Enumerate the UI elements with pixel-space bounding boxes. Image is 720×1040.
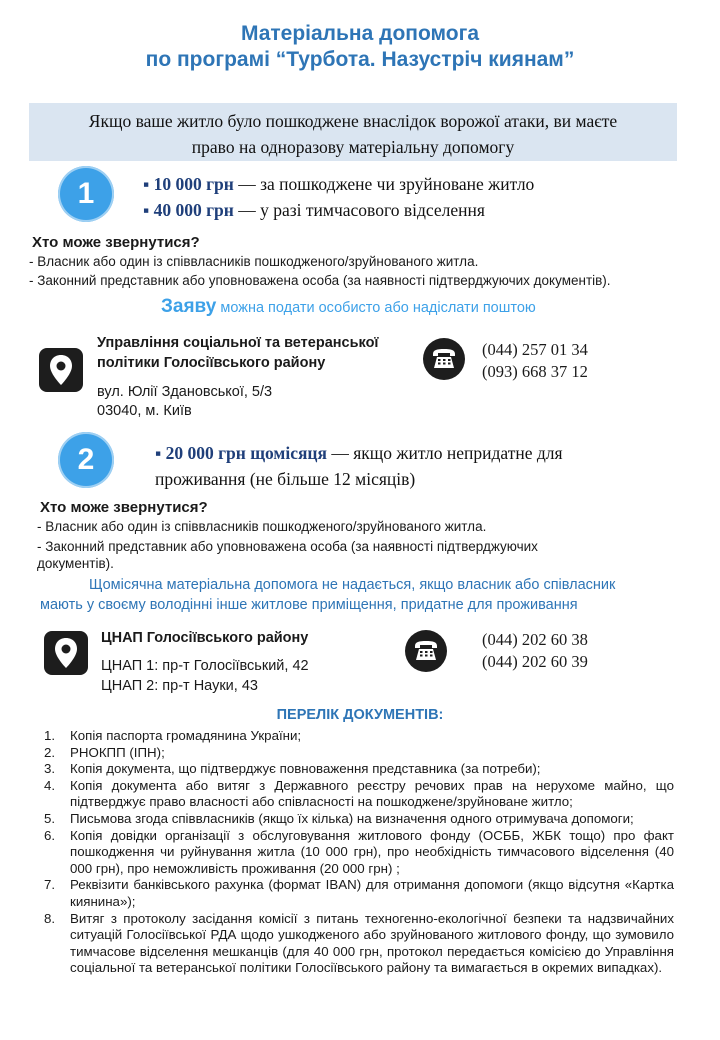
exclusion-note-line-1: Щомісячна матеріальна допомога не надається, якщо власник або співласник bbox=[89, 577, 616, 593]
who-can-apply-item-1: - Власник або один із співвласників пошкодженого/зруйнованого житла. bbox=[29, 254, 479, 269]
amount-value-2: ▪ 40 000 грн bbox=[143, 200, 234, 220]
list-item-text: РНОКПП (ІПН); bbox=[70, 744, 165, 760]
list-item-text: Копія паспорта громадянина України; bbox=[70, 728, 302, 743]
list-item-text: Копія довідки організації з обслуговування житлового фонду (ОСББ, ЖБК тощо) про факт пошкодження чи руйнування житла (10 000 грн), про необхідність тимчасового відселення (40 000 грн), про неможливість проживання (20 000 грн) ; bbox=[70, 827, 674, 876]
phone-number[interactable]: (044) 202 60 39 bbox=[482, 652, 588, 671]
monthly-amount-value: ▪ 20 000 грн щомісяця bbox=[155, 443, 327, 463]
page-subtitle: по програмі “Турбота. Назустріч киянам” bbox=[145, 48, 575, 71]
phone-number[interactable]: (044) 202 60 38 bbox=[482, 630, 588, 649]
page-title: Матеріальна допомога bbox=[240, 22, 480, 45]
office-name-line-1: Управління соціальної та ветеранської bbox=[97, 335, 379, 351]
who-can-apply-item-2: - Законний представник або уповноважена особа (за наявності підтверджуючих документів). bbox=[29, 273, 611, 288]
monthly-amount bbox=[155, 440, 675, 492]
exclusion-note-line-2: мають у своєму володінні інше житлове приміщення, придатне для проживання bbox=[40, 597, 578, 613]
list-item bbox=[44, 745, 674, 762]
location-pin-icon bbox=[39, 348, 83, 392]
list-item-text: Витяг з протоколу засідання комісії з питань техногенно-екологічної безпеки та надзвичайних ситуацій Голосіївської РДА щодо ушкодженого або зруйнованого житлового фонду, що зумовило тимчасове відселення мешканців (для 40 000 грн, протокол передається комісією до Управління соціальної та ветеранської політики Голосіївського району та вимагається в окремих випадках). bbox=[70, 910, 674, 976]
address-city: 03040, м. Київ bbox=[97, 403, 192, 419]
amount-desc-1: — за пошкоджене чи зруйноване житло bbox=[233, 174, 535, 194]
amount-value-1: ▪ 10 000 грн bbox=[143, 174, 234, 194]
list-item-number: 4. bbox=[44, 777, 56, 793]
list-item-number: 1. bbox=[44, 728, 56, 743]
office-name-2: ЦНАП Голосіївського району bbox=[101, 630, 309, 646]
amount-desc-2: — у разі тимчасового відселення bbox=[233, 200, 485, 220]
list-item-text: Письмова згода співвласників (якщо їх кілька) на визначення одного отримувача допомоги; bbox=[70, 810, 634, 826]
office-name-1 bbox=[97, 333, 379, 373]
apply-line bbox=[161, 296, 536, 318]
telephone-icon bbox=[405, 630, 447, 672]
banner-line-1: Якщо ваше житло було пошкоджене внаслідок ворожої атаки, ви маєте bbox=[88, 111, 618, 131]
phone-number[interactable]: (044) 257 01 34 bbox=[482, 340, 588, 359]
list-item-number: 3. bbox=[44, 761, 56, 777]
who-can-apply-item-4-line-1: - Законний представник або уповноважена особа (за наявності підтверджуючих bbox=[37, 539, 538, 554]
who-can-apply-item-3: - Власник або один із співвласників пошкодженого/зруйнованого житла. bbox=[37, 519, 487, 534]
list-item-text: Копія документа або витяг з Державного реєстру речових прав на нерухоме майно, що підтверджує право власності або співласності на пошкоджене/зруйноване житло; bbox=[70, 777, 674, 810]
phone-number[interactable]: (093) 668 37 12 bbox=[482, 362, 588, 381]
who-can-apply-heading-2: Хто може звернутися? bbox=[40, 499, 208, 516]
list-item bbox=[44, 828, 674, 878]
phone-numbers-1 bbox=[482, 339, 588, 383]
list-item bbox=[44, 877, 674, 910]
apply-text: можна подати особисто або надіслати поштою bbox=[216, 300, 536, 316]
list-item-text: Копія документа, що підтверджує повноваження представника (за потреби); bbox=[70, 761, 541, 777]
list-item-number: 5. bbox=[44, 810, 56, 826]
list-item bbox=[44, 811, 674, 828]
step-1-badge: 1 bbox=[58, 166, 114, 222]
documents-title: ПЕРЕЛІК ДОКУМЕНТІВ: bbox=[276, 707, 444, 723]
step-2-badge: 2 bbox=[58, 432, 114, 488]
list-item bbox=[44, 761, 674, 778]
monthly-amount-desc: — якщо житло непридатне для bbox=[326, 443, 563, 463]
cnap-2-address: ЦНАП 2: пр-т Науки, 43 bbox=[101, 678, 258, 694]
list-item-number: 2. bbox=[44, 744, 56, 760]
info-banner bbox=[29, 103, 677, 161]
office-address-1 bbox=[97, 383, 272, 421]
list-item bbox=[44, 911, 674, 977]
list-item-number: 7. bbox=[44, 877, 56, 893]
address-street: вул. Юлії Здановської, 5/3 bbox=[97, 384, 273, 400]
location-pin-icon bbox=[44, 631, 88, 675]
who-can-apply-item-4-line-2: документів). bbox=[37, 556, 114, 571]
list-item-number: 8. bbox=[44, 910, 56, 926]
documents-list bbox=[44, 728, 674, 977]
cnap-1-address: ЦНАП 1: пр-т Голосіївський, 42 bbox=[101, 658, 309, 674]
list-item bbox=[44, 728, 674, 745]
office-address-2 bbox=[101, 656, 309, 696]
phone-numbers-2 bbox=[482, 629, 588, 673]
who-can-apply-heading-1: Хто може звернутися? bbox=[32, 234, 200, 251]
exclusion-note bbox=[40, 575, 680, 615]
list-item-number: 6. bbox=[44, 827, 56, 843]
telephone-icon bbox=[423, 338, 465, 380]
list-item-text: Реквізити банківського рахунка (формат IBAN) для отримання допомоги (якщо відсутня «Картка киянина»); bbox=[70, 877, 674, 909]
list-item bbox=[44, 778, 674, 811]
banner-line-2: право на одноразову матеріальну допомогу bbox=[191, 137, 515, 157]
monthly-amount-desc-2: проживання (не більше 12 місяців) bbox=[155, 469, 416, 489]
apply-word: Заяву bbox=[161, 296, 217, 317]
amount-item-2 bbox=[143, 200, 485, 221]
who-can-apply-item-4 bbox=[37, 538, 538, 572]
amount-item-1 bbox=[143, 174, 534, 195]
office-name-line-2: політики Голосіївського району bbox=[97, 355, 326, 371]
